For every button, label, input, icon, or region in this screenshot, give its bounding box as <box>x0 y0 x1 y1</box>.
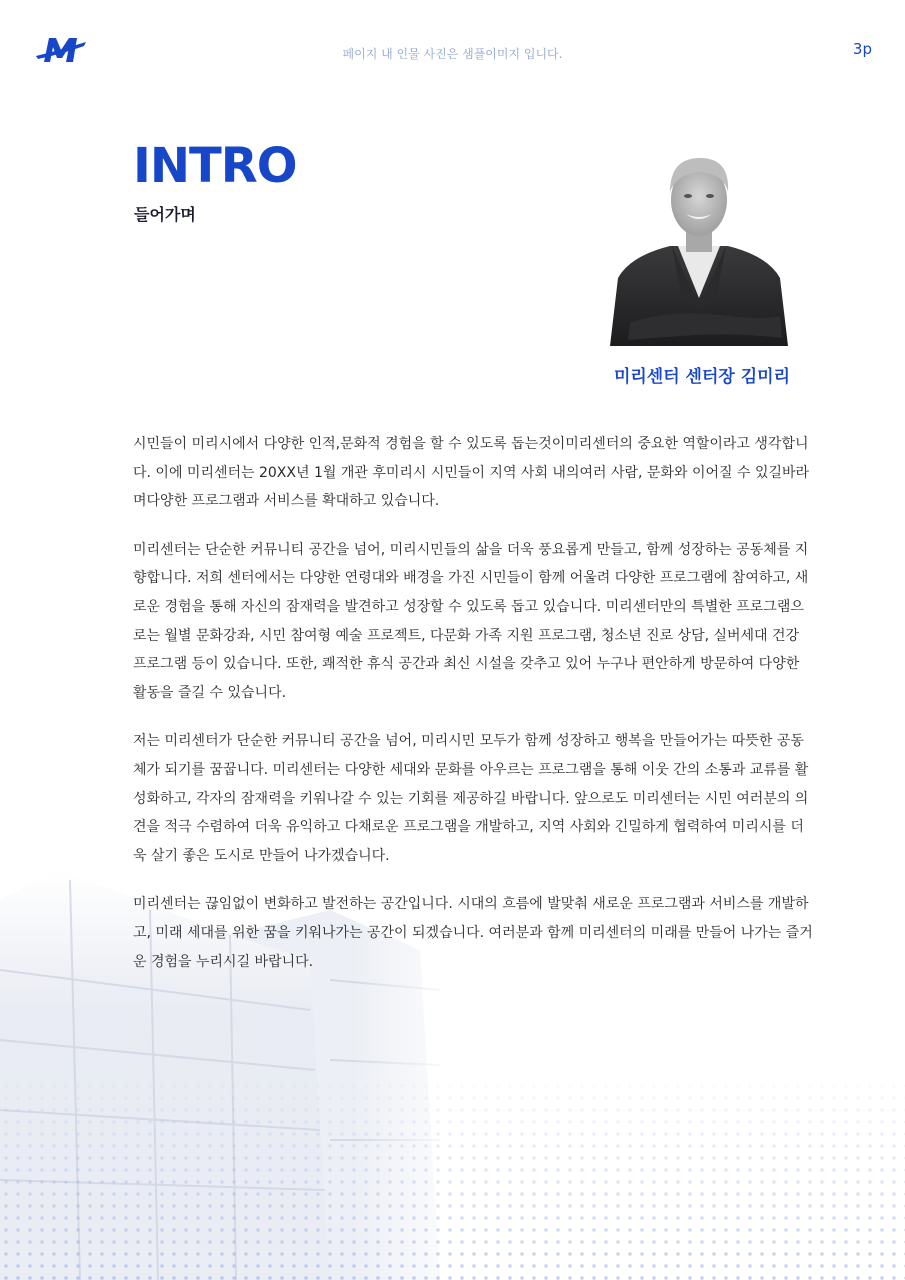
page-title: INTRO <box>133 138 297 194</box>
body-paragraph: 시민들이 미리시에서 다양한 인적,문화적 경험을 할 수 있도록 돕는것이미리센터의 중요한 역할이라고 생각합니다. 이에 미리센터는 20XX년 1월 개관 후미리시 시민들이 지역 사회 내의여러 사람, 문화와 이어질 수 있길바라며다양한 프로그램과 서비스를 확대하고 있습니다. <box>133 436 810 510</box>
sample-image-notice: 페이지 내 인물 사진은 샘플이미지 입니다. <box>342 47 563 61</box>
body-paragraph: 저는 미리센터가 단순한 커뮤니티 공간을 넘어, 미리시민 모두가 함께 성장하고 행복을 만들어가는 따뜻한 공동체가 되기를 꿈꿉니다. 미리센터는 다양한 세대와 문화를 아우르는 프로그램을 통해 이웃 간의 소통과 교류를 활성화하고, 각자의 잠재력을 키워나갈 수 있는 기회를 제공하길 바랍니다. 앞으로도 미리센터는 시민 여러분의 의견을 적극 수렴하여 더욱 유익하고 다채로운 프로그램을 개발하고, 지역 사회와 긴밀하게 협력하여 미리시를 더욱 살기 좋은 도시로 만들어 나가겠습니다. <box>133 733 809 864</box>
director-portrait-photo <box>610 148 788 346</box>
body-paragraph: 미리센터는 끊임없이 변화하고 발전하는 공간입니다. 시대의 흐름에 발맞춰 새로운 프로그램과 서비스를 개발하고, 미래 세대를 위한 꿈을 키워나가는 공간이 되겠습니다. 여러분과 함께 미리센터의 미래를 만들어 나가는 즐거운 경험을 누리시길 바랍니다. <box>133 896 813 970</box>
intro-body <box>133 430 813 996</box>
page-subtitle: 들어가며 <box>134 205 196 224</box>
page-number: 3p <box>852 40 872 58</box>
body-paragraph: 미리센터는 단순한 커뮤니티 공간을 넘어, 미리시민들의 삶을 더욱 풍요롭게 만들고, 함께 성장하는 공동체를 지향합니다. 저희 센터에서는 다양한 연령대와 배경을 가진 시민들이 함께 어울려 다양한 프로그램에 참여하고, 새로운 경험을 통해 자신의 잠재력을 발견하고 성장할 수 있도록 돕고 있습니다. 미리센터만의 특별한 프로그램으로는 월별 문화강좌, 시민 참여형 예술 프로젝트, 다문화 가족 지원 프로그램, 청소년 진로 상담, 실버세대 건강 프로그램 등이 있습니다. 또한, 쾌적한 휴식 공간과 최신 시설을 갖추고 있어 누구나 편안하게 방문하여 다양한 활동을 즐길 수 있습니다. <box>133 541 809 701</box>
dot-pattern-background <box>0 1080 905 1280</box>
director-caption: 미리센터 센터장 김미리 <box>613 367 790 387</box>
